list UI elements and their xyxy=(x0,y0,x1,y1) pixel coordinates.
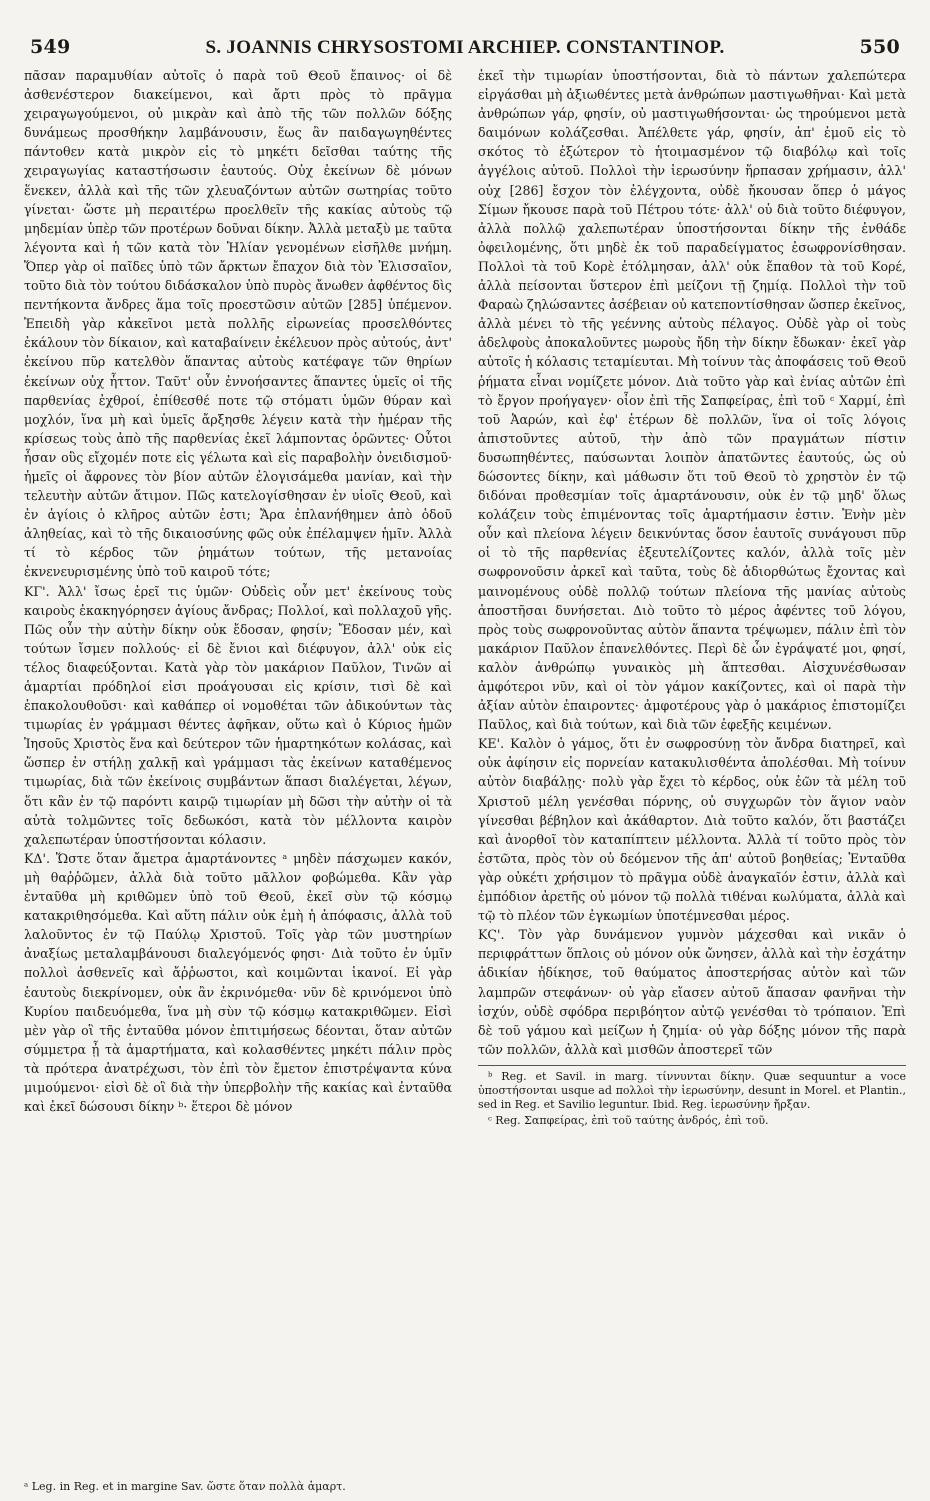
running-header xyxy=(30,36,900,62)
footnote-c: ᶜ Reg. Σαπφείρας, ἐπὶ τοῦ ταύτης ἀνδρός, ἐπὶ τοῦ. xyxy=(488,1113,769,1127)
footnote-b: ᵇ Reg. et Savil. in marg. τίννυνται δίκην. Quæ sequuntur a voce ὑποστήσονται usque ad πολλοὶ τὴν ἱερωσύνην, desunt in Morel. et Plantin., sed in Reg. et Savilio leguntur. Ibid. Reg. ἱερωσύνην ἤρξαν. xyxy=(478,1069,906,1111)
right-page-number: 550 xyxy=(859,36,900,58)
footnotes xyxy=(478,1065,906,1128)
paragraph: ἐκεῖ τὴν τιμωρίαν ὑποστήσονται, διὰ τὸ πάντων χαλεπώτερα εἰργάσθαι μὴ ἀξιωθέντες μετὰ ἀνθρώπων μαστιγωθῆναι· Καὶ μετὰ ἀνθρώπων γάρ, φησίν, οὐ μαστιγωθήσονται· ὡς τηρούμενοι μετὰ δαιμόνων κολάζεσθαι. Ἀπέλθετε γάρ, φησίν, ἀπ' ἐμοῦ εἰς τὸ σκότος τὸ ἐξώτερον τὸ ἡτοιμασμένον τῷ διαβόλῳ καὶ τοῖς ἀγγέλοις αὐτοῦ. Πολλοὶ τὴν ἱερωσύνην ἥρπασαν χρήμασιν, ἀλλ' οὐχ [286] ἔσχον τὸν ἐλέγχοντα, οὐδὲ ἤκουσαν ὅπερ ὁ μάγος Σίμων ἤκουσε παρὰ τοῦ Πέτρου τότε· ἀλλ' οὐ διὰ τοῦτο διέφυγον, ἀλλὰ πολλῷ χαλεπωτέραν ὑποστήσονται δίκην τῆς ἐνθάδε ὀφειλομένης, ὅτι μηδὲ ἐκ τοῦ παραδείγματος ἐσωφρονίσθησαν. Πολλοὶ τὰ τοῦ Κορὲ ἐτόλμησαν, ἀλλ' οὐκ ἔπαθον τὰ τοῦ Κορέ, ἀλλὰ πείσονται ὕστερον ἐπὶ μείζονι τῇ ζημίᾳ. Πολλοὶ τὴν τοῦ Φαραὼ ζηλώσαντες ἀσέβειαν οὐ κατεποντίσθησαν ὥσπερ ἐκεῖνος, ἀλλὰ μένει τὸ τῆς γεέννης αὐτοὺς πέλαγος. Οὐδὲ γὰρ οἱ τοὺς ἀδελφοὺς ἀποκαλοῦντες μωροὺς ἤδη τὴν δίκην ἔδωκαν· ἐκεῖ γὰρ αὐτοῖς ἡ κόλασις τεταμίευται. Μὴ τοίνυν τὰς ἀποφάσεις τοῦ Θεοῦ ῥήματα εἶναι νομίζετε μόνον. Διὰ τοῦτο γὰρ καὶ ἐνίας αὐτῶν ἐπὶ τὸ ἔργον προήγαγεν· οἷον ἐπὶ τῆς Σαπφείρας, ἐπὶ τοῦ ᶜ Χαρμί, ἐπὶ τοῦ Ἀαρών, καὶ ἐφ' ἑτέρων δὲ πολλῶν, ἵνα οἱ τοῖς λόγοις ἀπιστοῦντες αὐτοῦ, τὴν ἀπὸ τῶν πραγμάτων πίστιν δυσωπηθέντες, παύσωνται λοιπὸν ἀπατῶντες ἑαυτούς, ὡς οὐ δώσοντες δίκην, καὶ μάθωσιν ὅτι τοῦ Θεοῦ τὸ χρηστὸν ἐν τῷ διδόναι προθεσμίαν τοῖς ἁμαρτάνουσιν, οὐκ ἐν τῷ μηδ' ὅλως κολάζειν τοὺς ἐπιμένοντας τοῖς ἁμαρτήμασιν ἐστιν. Ἐνὴν μὲν οὖν καὶ πλείονα λέγειν δεικνύντας ὅσον ἑαυτοῖς συνάγουσι πῦρ οἱ τὸ τῆς παρθενίας ἐξευτελίζοντες καλόν, ἀλλὰ τοῖς μὲν σωφρονοῦσιν ἀρκεῖ καὶ ταῦτα, τοὺς δὲ ἀδιορθώτως ἔχοντας καὶ μαινομένους οὐδὲ πολλῷ τούτων πλείονα τῆς μανίας αὐτοὺς ἀποστῆσαι δυνήσεται. Διὸ τοῦτο τὸ μέρος ἀφέντες τοῦ λόγου, πρὸς τοὺς σωφρονοῦντας αὐτὸν ἅπαντα τρέψωμεν, πάλιν ἐπὶ τὸν μακάριον Παῦλον ἐπανελθόντες. Περὶ δὲ ὧν ἐγράψατέ μοι, φησί, καλὸν ἀνθρώπῳ γυναικὸς μὴ ἅπτεσθαι. Αἰσχυνέσθωσαν ἀμφότεροι νῦν, καὶ οἱ τὸν γάμον κακίζοντες, καὶ οἱ παρὰ τὴν ἀξίαν αὐτὸν ἐπαιροντες· ἀμφοτέρους γὰρ ὁ μακάριος ἐπιστομίζει Παῦλος, καὶ διὰ τούτων, καὶ διὰ τῶν ἐφεξῆς κειμένων. xyxy=(478,68,906,733)
paragraph-section-25: ΚΕ'. Καλὸν ὁ γάμος, ὅτι ἐν σωφροσύνῃ τὸν ἄνδρα διατηρεῖ, καὶ οὐκ ἀφίησιν εἰς πορνείαν κατακυλισθέντα ἀπολέσθαι. Μὴ τοίνυν αὐτὸν διαβάλῃς· πολὺ γὰρ ἔχει τὸ κέρδος, οὐκ ἐῶν τὰ μέλη τοῦ Χριστοῦ μέλη γενέσθαι πόρνης, οὐ συγχωρῶν τὸν ἅγιον ναὸν γίνεσθαι βέβηλον καὶ ἀκάθαρτον. Διὰ τοῦτο καλόν, ὅτι βαστάζει καὶ ἀνορθοῖ τὸν καταπίπτειν μέλλοντα. Ἀλλὰ τί τοῦτο πρὸς τὸν ἑστῶτα, πρὸς τὸν οὐ δεόμενον τῆς ἀπ' αὐτοῦ βοηθείας; Ἐνταῦθα γὰρ οὐκέτι χρήσιμον τὸ πρᾶγμα οὐδὲ ἀναγκαῖόν ἐστιν, ἀλλὰ καὶ ἐμπόδιον ἀρετῆς οὐ μόνον τῷ πολλὰ τιθέναι κωλύματα, ἀλλὰ καὶ τῷ τὸ πλέον τῶν ἐγκωμίων ὑποτέμνεσθαι μέρος. xyxy=(478,736,906,924)
right-column xyxy=(478,66,906,1130)
left-page-number: 549 xyxy=(30,36,71,58)
paragraph-section-23: ΚΓ'. Ἀλλ' ἴσως ἐρεῖ τις ὑμῶν· Οὐδεὶς οὖν μετ' ἐκείνους τοὺς καιροὺς ἐκακηγόρησεν ἁγίους ἄνδρας; Πολλοί, καὶ πολλαχοῦ γῆς. Πῶς οὖν τὴν αὐτὴν δίκην οὐκ ἔδοσαν, φησίν; Ἔδοσαν μέν, καὶ τούτων ἴσμεν πολλούς· εἰ δὲ ἔνιοι καὶ διέφυγον, ἀλλ' οὐκ εἰς τέλος διαφεύξονται. Κατὰ γὰρ τὸν μακάριον Παῦλον, Τινῶν αἱ ἁμαρτίαι πρόδηλοί εἰσι προάγουσαι εἰς κρίσιν, τισὶ δὲ καὶ ἐπακολουθοῦσι· καὶ καθάπερ οἱ νομοθέται τῶν ἀδικούντων τὰς τιμωρίας ἐν γράμμασι θέντες ἀφῆκαν, οὕτω καὶ ὁ Κύριος ἡμῶν Ἰησοῦς Χριστὸς ἕνα καὶ δεύτερον τῶν ἡμαρτηκότων κολάσας, καὶ ὥσπερ ἐν στήλῃ χαλκῇ καὶ γράμμασι τὰς ἐκείνων καταθέμενος τιμωρίας, διὰ τῶν ἐκείνοις συμβάντων ἅπασι διαλέγεται, λέγων, ὅτι κἂν ἐν τῷ παρόντι καιρῷ τιμωρίαν μὴ δῶσι τὴν αὐτὴν οἱ τὰ αὐτὰ τολμῶντες τοῖς δεδωκόσι, κατὰ τὸν μέλλοντα καιρὸν χαλεπωτέραν ὑποστήσονται κόλασιν. xyxy=(24,583,452,847)
paragraph-section-24: ΚΔ'. Ὥστε ὅταν ἄμετρα ἁμαρτάνοντες ᵃ μηδὲν πάσχωμεν κακόν, μὴ θαῤῥῶμεν, ἀλλὰ διὰ τοῦτο μᾶλλον φοβώμεθα. Κἂν γὰρ ἐνταῦθα μὴ κριθῶμεν ὑπὸ τοῦ Θεοῦ, ἐκεῖ σὺν τῷ κόσμῳ κατακριθησόμεθα. Καὶ αὕτη πάλιν οὐκ ἐμὴ ἡ ἀπόφασις, ἀλλὰ τοῦ λαλοῦντος ἐν τῷ Παύλῳ Χριστοῦ. Τοῖς γὰρ τῶν μυστηρίων ἀναξίως μεταλαμβάνουσι διαλεγόμενός φησι· Διὰ τοῦτο ἐν ὑμῖν πολλοὶ ἀσθενεῖς καὶ ἄῤῥωστοι, καὶ κοιμῶνται ἱκανοί. Εἰ γὰρ ἑαυτοὺς διεκρίνομεν, οὐκ ἂν ἐκρινόμεθα· νῦν δὲ κρινόμενοι ὑπὸ Κυρίου παιδευόμεθα, ἵνα μὴ σὺν τῷ κόσμῳ κατακριθῶμεν. Εἰσὶ μὲν γὰρ οἳ τῆς ἐνταῦθα μόνον ἐπιτιμήσεως δέονται, ὅταν αὐτῶν σύμμετρα ᾖ τὰ ἁμαρτήματα, καὶ κολασθέντες μηκέτι πάλιν πρὸς τὰ πρότερα ἀνατρέχωσι, τὸν ἐπὶ τὸν ἔμετον ἐπιστρέψαντα κύνα μιμούμενοι· εἰσὶ δὲ οἳ διὰ τὴν ὑπερβολὴν τῆς κακίας καὶ ἐνταῦθα καὶ ἐκεῖ δώσουσι δίκην ᵇ· ἕτεροι δὲ μόνον xyxy=(24,850,452,1115)
paragraph: πᾶσαν παραμυθίαν αὐτοῖς ὁ παρὰ τοῦ Θεοῦ ἔπαινος· οἱ δὲ ἀσθενέστερον διακείμενοι, καὶ ἄρτι πρὸς τὸ πρᾶγμα χειραγωγούμενοι, οὐ μικρὰν καὶ ἀπὸ τῆς τῶν πολλῶν δόξης δυνάμεως προσθήκην λαμβάνουσιν, ἕως ἂν παιδαγωγηθέντες πάντοθεν κατὰ μικρὸν εἰς τὸ μηκέτι δεῖσθαι ταύτης τῆς χειραγωγίας καταστήσωσιν ἑαυτούς. Οὐχ ἐκείνων δὲ μόνων ἕνεκεν, ἀλλὰ καὶ τῆς τῶν χλευαζόντων αὐτῶν σωτηρίας τοῦτο γίνεται· ὥστε μὴ περαιτέρω προελθεῖν τῆς κακίας αὐτοὺς τῷ μηδεμίαν ὑπὲρ τῶν προτέρων δοῦναι δίκην. Ἀλλὰ μεταξὺ με ταῦτα λέγοντα καὶ ἡ τῶν κατὰ τὸν Ἡλίαν γενομένων εἰσῆλθε μνήμη. Ὅπερ γὰρ οἱ παῖδες ὑπὸ τῶν ἄρκτων ἔπαχον διὰ τὸν Ἐλισσαῖον, τοῦτο διὰ τὸν τούτου διδάσκαλον ὑπὸ πυρὸς ἄνωθεν ἀφθέντος δὶς πεντήκοντα ἄνδρες ἅμα τοῖς προεστῶσιν αὐτῶν [285] ὑπέμενον. Ἐπειδὴ γὰρ κἀκεῖνοι μετὰ πολλῆς εἰρωνείας προσελθόντες ἐκάλουν τὸν δίκαιον, καὶ καταβαίνειν ἐκέλευον πρὸς αὐτούς, ἀντ' ἐκείνου πῦρ κατελθὸν ἅπαντας αὐτοὺς κατέφαγε τῶν θηρίων ἐκείνων οὐχ ἧττον. Ταῦτ' οὖν ἐννοήσαντες ἅπαντες ὑμεῖς οἱ τῆς παρθενίας ἐχθροί, ἐπίθεσθέ ποτε τῷ στόματι ὑμῶν θύραν καὶ μοχλόν, ἵνα μὴ καὶ ὑμεῖς ἄρξησθε λέγειν κατὰ τὴν ἡμέραν τῆς κρίσεως τοὺς ἀπὸ τῆς παρθενίας ἐκεῖ λάμποντας ὁρῶντες· Οὗτοι ἦσαν οὓς εἴχομέν ποτε εἰς γέλωτα καὶ εἰς παραβολὴν ὀνειδισμοῦ· ἡμεῖς οἱ ἄφρονες τὸν βίον αὐτῶν ἐλογισάμεθα μανίαν, καὶ τὴν τελευτὴν αὐτῶν ἄτιμον. Πῶς κατελογίσθησαν ἐν υἱοῖς Θεοῦ, καὶ ἐν ἁγίοις ὁ κλῆρος αὐτῶν ἐστι; Ἄρα ἐπλανήθημεν ἀπὸ ὁδοῦ ἀληθείας, καὶ τὸ τῆς δικαιοσύνης φῶς οὐκ ἐπέλαμψεν ἡμῖν. Ἀλλὰ τί τὸ κέρδος τῶν ῥημάτων τούτων, τῆς μετανοίας ἐκνενευρισμένης ὑπὸ τοῦ καιροῦ τότε; xyxy=(24,68,452,580)
left-column xyxy=(24,66,452,1116)
footnote-a: ᵃ Leg. in Reg. et in margine Sav. ὥστε ὅταν πολλὰ ἁμαρτ. xyxy=(24,1480,346,1493)
paragraph-section-26: ΚϚ'. Τὸν γὰρ δυνάμενον γυμνὸν μάχεσθαι καὶ νικᾶν ὁ περιφράττων ὅπλοις οὐ μόνον οὐκ ὤνησεν, ἀλλὰ καὶ τὴν ἐσχάτην ἀδικίαν ἠδίκησε, τοῦ θαύματος ἀποστερήσας αὐτὸν καὶ τῶν λαμπρῶν στεφάνων· οὐ γὰρ εἴασεν αὐτοῦ ἅπασαν φανῆναι τὴν ἰσχύν, οὐδὲ σφόδρα περιβόητον αὐτῷ γενέσθαι τὸ τρόπαιον. Ἐπὶ δὲ τοῦ γάμου καὶ μείζων ἡ ζημία· οὐ γὰρ δόξης μόνον τῆς παρὰ τῶν πολλῶν, ἀλλὰ καὶ μισθῶν ἀποστερεῖ τῶν xyxy=(478,927,906,1057)
running-title: S. JOANNIS CHRYSOSTOMI ARCHIEP. CONSTANTINOP. xyxy=(205,37,725,58)
